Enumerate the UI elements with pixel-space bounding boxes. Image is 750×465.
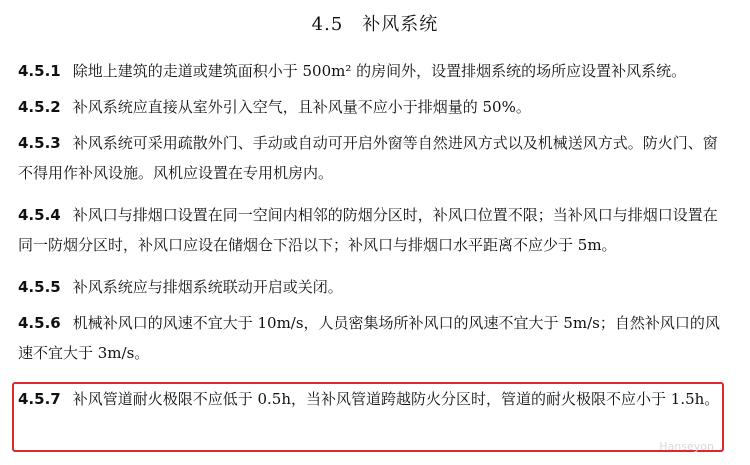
clause-text: 补风口与排烟口设置在同一空间内相邻的防烟分区时，补风口位置不限；当补风口与排烟口设置在同一防烟分区时，补风口应设在储烟仓下沿以下；补风口与排烟口水平距离不应少于 5m。 [18, 206, 718, 254]
clause-number: 4.5.7 [18, 390, 61, 408]
clause-number: 4.5.4 [18, 206, 61, 224]
clause-4-5-6 [18, 308, 732, 368]
clause-4-5-1 [18, 56, 732, 86]
clause-text: 补风管道耐火极限不应低于 0.5h，当补风管道跨越防火分区时，管道的耐火极限不应小于 1.5h。 [72, 390, 720, 408]
clause-4-5-2 [18, 92, 732, 122]
clause-text: 补风系统应直接从室外引入空气，且补风量不应小于排烟量的 50%。 [72, 98, 531, 116]
clause-text: 补风系统应与排烟系统联动开启或关闭。 [72, 278, 343, 296]
section-title: 4.5 补风系统 [311, 14, 439, 35]
clause-number: 4.5.5 [18, 278, 61, 296]
clause-4-5-4 [18, 200, 732, 260]
watermark: Hanseyon [659, 440, 714, 453]
clause-number: 4.5.6 [18, 314, 61, 332]
clause-number: 4.5.1 [18, 62, 61, 80]
clause-text: 机械补风口的风速不宜大于 10m/s，人员密集场所补风口的风速不宜大于 5m/s；自然补风口的风速不宜大于 3m/s。 [18, 314, 720, 362]
clause-number: 4.5.2 [18, 98, 61, 116]
clause-text: 除地上建筑的走道或建筑面积小于 500m² 的房间外，设置排烟系统的场所应设置补风系统。 [72, 62, 687, 80]
clause-4-5-5 [18, 272, 732, 302]
clause-4-5-3 [18, 128, 732, 188]
clause-number: 4.5.3 [18, 134, 61, 152]
clause-text: 补风系统可采用疏散外门、手动或自动可开启外窗等自然进风方式以及机械送风方式。防火门、窗不得用作补风设施。风机应设置在专用机房内。 [18, 134, 718, 182]
highlight-box [12, 382, 724, 452]
